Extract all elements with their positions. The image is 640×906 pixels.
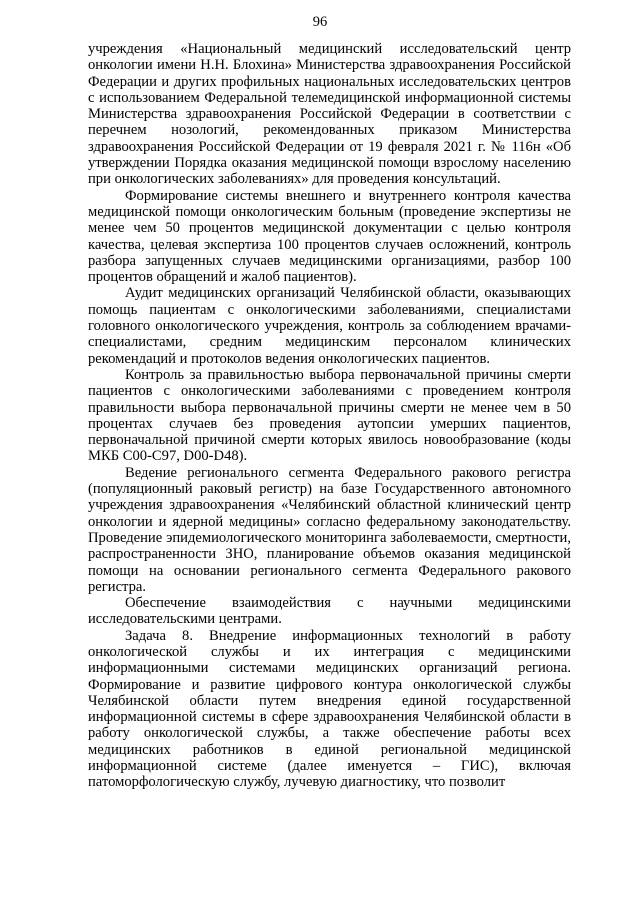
paragraph: Формирование системы внешнего и внутреннего контроля качества медицинской помощи онкологическим больным (проведение экспертизы не менее чем 50 процентов медицинской документации с целью контроля качества, целевая экспертиза 100 процентов случаев осложнений, контроль разбора запущенных случаев медицинскими организациями, разбор 100 процентов обращений и жалоб пациентов). [88,187,571,286]
paragraph: Задача 8. Внедрение информационных технологий в работу онкологической службы и их интеграция с медицинскими информационными системами медицинских организаций региона. Формирование и развитие цифрового контура онкологической службы Челябинской области путем внедрения единой государственной информационной системы в сфере здравоохранения Челябинской области в работу онкологической службы, а также обеспечение работы всех медицинских работников в единой региональной медицинской информационной системе (далее именуется – ГИС), включая патоморфологическую службу, лучевую диагностику, что позволит [88,627,571,791]
page-number: 96 [312,14,328,30]
paragraph: Аудит медицинских организаций Челябинской области, оказывающих помощь пациентам с онкологическими заболеваниями, специалистами головного онкологического учреждения, контроль за соблюдением врачами-специалистами, средним медицинским персоналом клинических рекомендаций и протоколов ведения онкологических пациентов. [88,285,571,367]
paragraph: Ведение регионального сегмента Федерального ракового регистра (популяционный раковый регистр) на базе Государственного автономного учреждения здравоохранения «Челябинский областной клинический центр онкологии и ядерной медицины» согласно федеральному законодательству. Проведение эпидемиологического мониторинга заболеваемости, смертности, распространенности ЗНО, планирование объемов оказания медицинской помощи на основании регионального сегмента Федерального ракового регистра. [88,464,571,595]
paragraph: учреждения «Национальный медицинский исследовательский центр онкологии имени Н.Н. Блохина» Министерства здравоохранения Российской Федерации и других профильных национальных исследовательских центров с использованием Федеральной телемедицинской информационной системы Министерства здравоохранения Российской Федерации в соответствии с перечнем нозологий, рекомендованных приказом Министерства здравоохранения Российской Федерации от 19 февраля 2021 г. № 116н «Об утверждении Порядка оказания медицинской помощи взрослому населению при онкологических заболеваниях» для проведения консультаций. [88,41,571,188]
page-body [88,41,571,791]
paragraph: Контроль за правильностью выбора первоначальной причины смерти пациентов с онкологическими заболеваниями с проведением контроля правильности выбора первоначальной причины смерти не менее чем в 50 процентах случаев без проведения аутопсии умерших пациентов, первоначальной причиной смерти которых явилось новообразование (коды МКБ С00-С97, D00-D48). [88,366,571,465]
paragraph: Обеспечение взаимодействия с научными медицинскими исследовательскими центрами. [88,595,571,628]
